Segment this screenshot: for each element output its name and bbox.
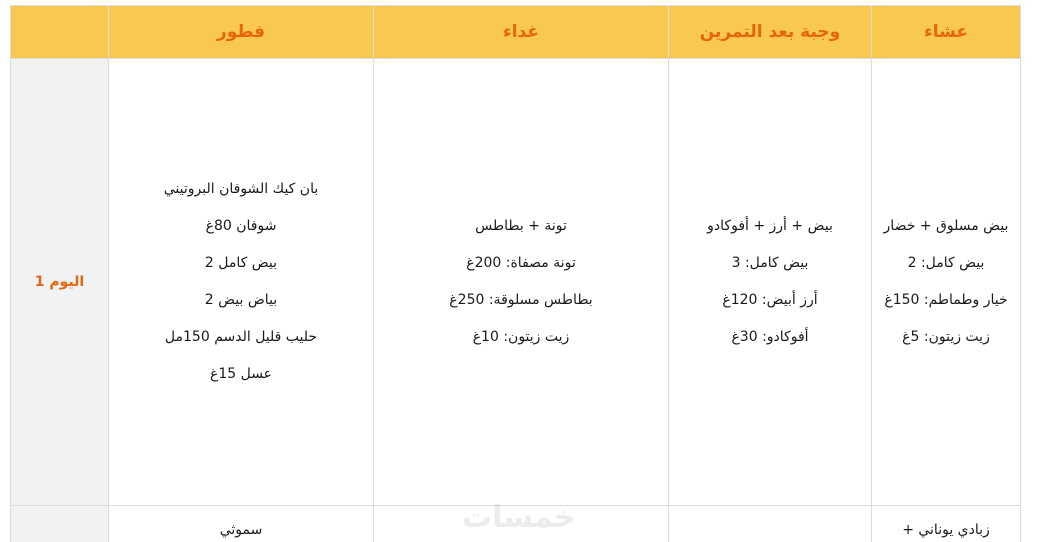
header-breakfast: فطور <box>109 6 374 59</box>
meal-line: بياض بيض 2 <box>204 292 278 308</box>
meal-line: زيت زيتون: 5غ <box>902 329 990 345</box>
meal-line: عسل 15غ <box>209 366 273 382</box>
meal-line: حليب قليل الدسم 150مل <box>164 329 318 345</box>
meal-line: زبادي يوناني + <box>902 522 990 538</box>
post-workout-cell <box>669 59 872 506</box>
meal-line: خيار وطماطم: 150غ <box>884 292 1008 308</box>
meal-line: تونة + بطاطس <box>475 218 567 234</box>
header-post-workout: وجبة بعد التمرين <box>669 6 872 59</box>
breakfast-cell <box>109 59 374 506</box>
meal-line: بيض كامل: 3 <box>731 255 809 271</box>
dinner-cell <box>872 59 1021 506</box>
header-lunch: غداء <box>374 6 669 59</box>
meal-line: بيض + أرز + أفوكادو <box>707 218 833 234</box>
day-label <box>11 506 109 542</box>
header-row <box>11 6 1021 59</box>
dinner-cell <box>872 506 1021 542</box>
header-dinner: عشاء <box>872 6 1021 59</box>
meal-line: بيض كامل 2 <box>204 255 278 271</box>
meal-line: زيت زيتون: 10غ <box>472 329 570 345</box>
meal-line: سموثي <box>219 522 263 538</box>
lunch-cell <box>374 59 669 506</box>
lunch-cell <box>374 506 669 542</box>
meal-line: أفوكادو: 30غ <box>731 329 809 345</box>
watermark-logo: خمسات <box>462 500 576 535</box>
table-row <box>11 59 1021 506</box>
meal-line: بطاطس مسلوقة: 250غ <box>449 292 593 308</box>
meal-line: أرز أبيض: 120غ <box>722 292 818 308</box>
header-corner <box>11 6 109 59</box>
meal-plan-table <box>10 5 1021 542</box>
meal-line: بان كيك الشوفان البروتيني <box>163 181 319 197</box>
meal-line: بيض كامل: 2 <box>907 255 985 271</box>
breakfast-cell <box>109 506 374 542</box>
table-row <box>11 506 1021 542</box>
post-workout-cell <box>669 506 872 542</box>
meal-line: بيض مسلوق + خضار <box>883 218 1009 234</box>
meal-line: تونة مصفاة: 200غ <box>466 255 576 271</box>
day-label: اليوم 1 <box>11 59 109 506</box>
meal-line: شوفان 80غ <box>205 218 277 234</box>
